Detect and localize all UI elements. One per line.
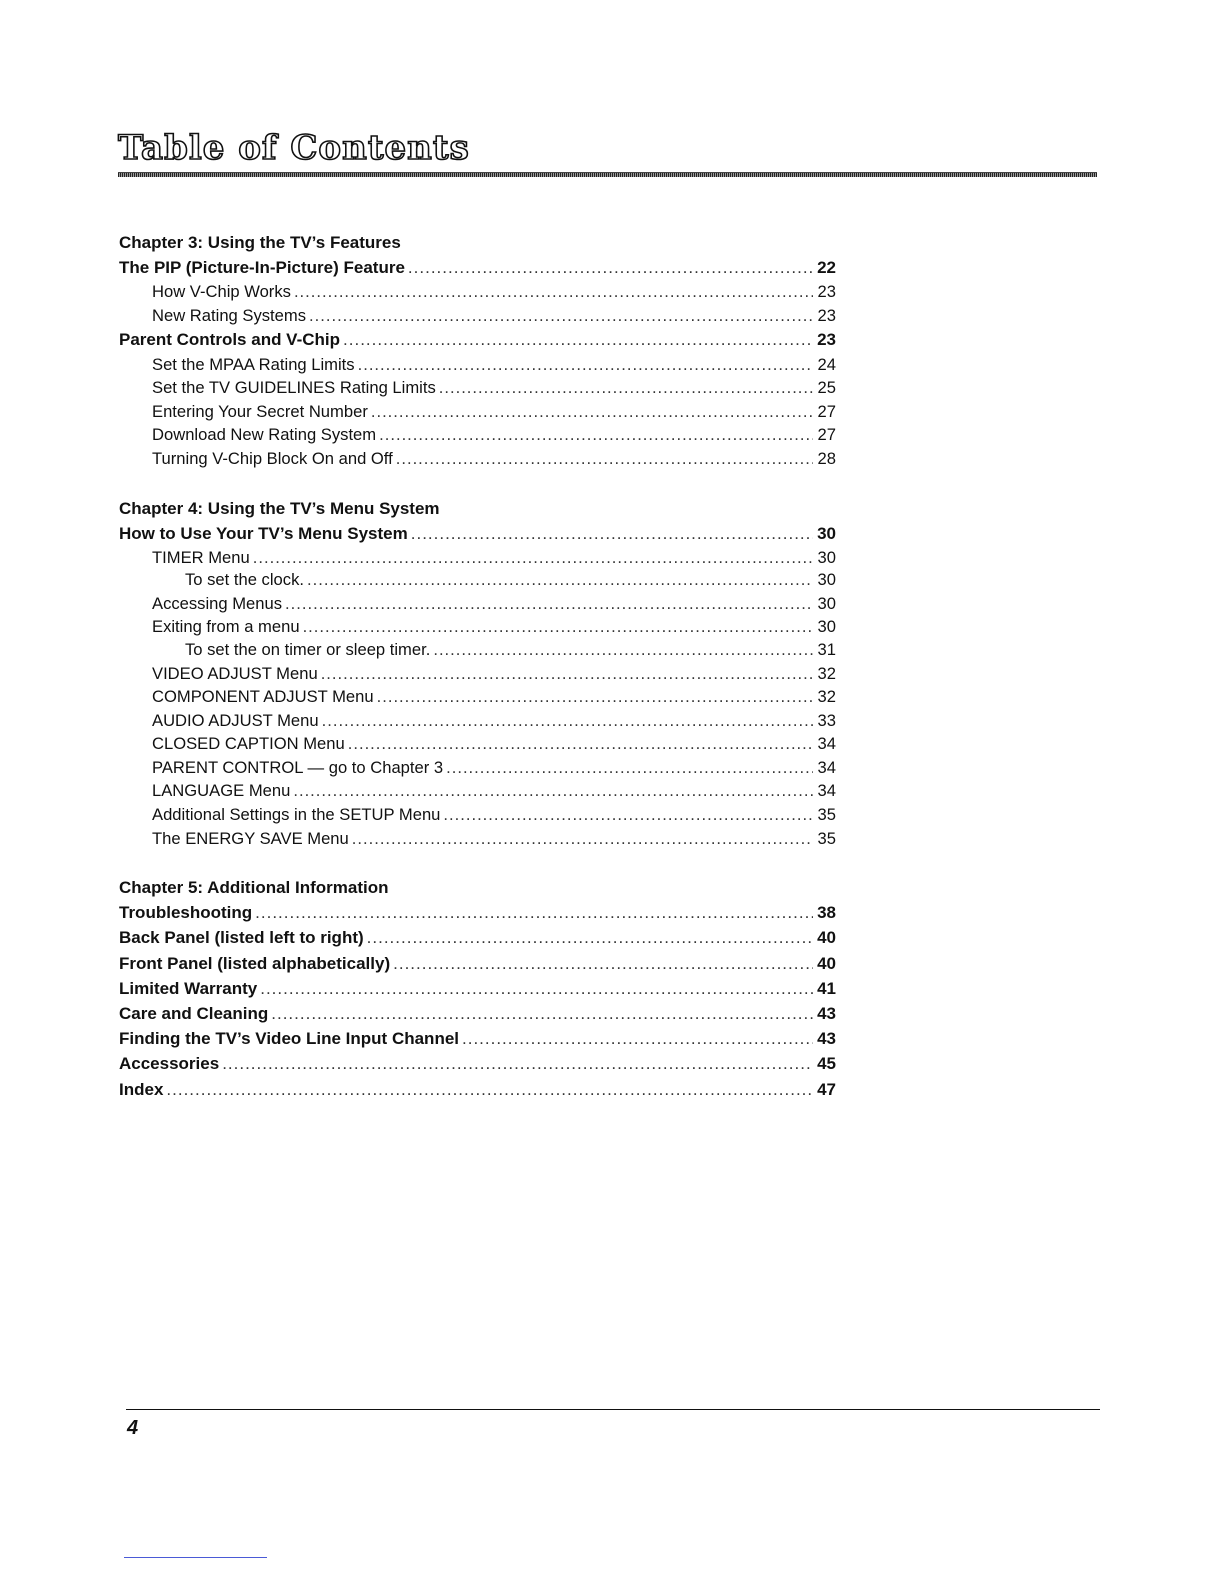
dot-leader — [321, 662, 813, 686]
page-title: Table of Contents — [118, 128, 470, 168]
toc-entry-accessories[interactable] — [119, 1051, 836, 1076]
toc-entry-page: 30 — [817, 523, 836, 543]
toc-entry-label: Back Panel (listed left to right) — [119, 928, 364, 948]
title-underline — [118, 172, 1097, 177]
toc-entry-label: PARENT CONTROL — go to Chapter 3 — [152, 757, 444, 777]
toc-entry-care-cleaning[interactable] — [119, 1001, 836, 1026]
toc-entry-timer-menu[interactable] — [119, 546, 836, 570]
toc-entry-set-timer[interactable] — [119, 639, 836, 662]
toc-entry-label: Additional Settings in the SETUP Menu — [152, 805, 441, 825]
toc-entry-front-panel[interactable] — [119, 951, 836, 976]
chapter-3-heading: Chapter 3: Using the TV’s Features — [119, 233, 401, 252]
toc-entry-language-menu[interactable] — [119, 779, 836, 803]
toc-entry-page: 31 — [817, 640, 836, 659]
toc-entry-label: LANGUAGE Menu — [152, 781, 291, 801]
toc-entry-label: Care and Cleaning — [119, 1004, 269, 1023]
dot-leader — [260, 976, 813, 1001]
dot-leader — [367, 925, 813, 950]
toc-entry-label: Turning V-Chip Block On and Off — [152, 448, 393, 468]
toc-entry-label: Download New Rating System — [152, 425, 377, 445]
toc-entry-parent-control[interactable] — [119, 756, 836, 780]
toc-entry-label: Entering Your Secret Number — [152, 401, 368, 421]
toc-entry-label: AUDIO ADJUST Menu — [152, 710, 319, 730]
dot-leader — [307, 569, 813, 592]
toc-entry-page: 33 — [817, 710, 836, 730]
toc-entry-page: 30 — [817, 593, 836, 613]
toc-entry-page: 35 — [817, 828, 836, 848]
dot-leader — [222, 1051, 813, 1076]
table-of-contents — [119, 230, 836, 1102]
toc-entry-page: 47 — [817, 1079, 836, 1099]
toc-entry-troubleshooting[interactable] — [119, 900, 836, 925]
toc-entry-label: Set the MPAA Rating Limits — [152, 354, 355, 374]
toc-entry-pip-feature[interactable] — [119, 255, 836, 280]
toc-entry-page: 22 — [817, 258, 836, 277]
dot-leader — [408, 255, 813, 280]
toc-entry-page: 34 — [817, 781, 836, 801]
dot-leader — [358, 353, 813, 377]
toc-entry-page: 30 — [817, 547, 836, 567]
toc-entry-page: 28 — [817, 448, 836, 468]
dot-leader — [294, 280, 813, 304]
toc-entry-label: COMPONENT ADJUST Menu — [152, 687, 374, 707]
toc-entry-label: VIDEO ADJUST Menu — [152, 663, 318, 683]
toc-entry-index[interactable] — [119, 1077, 836, 1102]
toc-entry-page: 32 — [817, 687, 836, 707]
toc-entry-page: 35 — [817, 805, 836, 825]
dot-leader — [411, 521, 813, 546]
toc-entry-audio-adjust[interactable] — [119, 709, 836, 733]
dot-leader — [446, 756, 813, 780]
toc-entry-page: 40 — [817, 953, 836, 973]
dot-leader — [371, 400, 813, 424]
dot-leader — [352, 827, 813, 851]
toc-entry-page: 23 — [817, 282, 836, 302]
toc-entry-download-rating[interactable] — [119, 423, 836, 447]
toc-entry-label: Exiting from a menu — [152, 617, 300, 637]
toc-entry-page: 30 — [817, 617, 836, 637]
toc-entry-label: Parent Controls and V-Chip — [119, 330, 341, 350]
toc-entry-label: Accessories — [119, 1054, 220, 1074]
dot-leader — [166, 1077, 813, 1102]
dot-leader — [433, 639, 813, 662]
dot-leader — [396, 447, 813, 471]
toc-entry-new-rating-systems[interactable] — [119, 304, 836, 328]
toc-entry-label: Limited Warranty — [119, 978, 258, 998]
section-spacer — [119, 471, 836, 496]
toc-entry-label: CLOSED CAPTION Menu — [152, 734, 345, 754]
page-number: 4 — [127, 1417, 139, 1439]
toc-entry-page: 24 — [817, 354, 836, 374]
toc-entry-page: 23 — [817, 305, 836, 325]
dot-leader — [377, 685, 813, 709]
dot-leader — [379, 423, 813, 447]
toc-entry-video-line-input[interactable] — [119, 1026, 836, 1051]
dot-leader — [348, 732, 813, 756]
toc-entry-label: Accessing Menus — [152, 593, 283, 613]
toc-entry-page: 40 — [817, 928, 836, 948]
toc-entry-set-clock[interactable] — [119, 569, 836, 592]
toc-entry-page: 41 — [817, 978, 836, 998]
toc-entry-label: How to Use Your TV’s Menu System — [119, 523, 408, 543]
toc-entry-page: 43 — [817, 1029, 836, 1049]
toc-entry-energy-save[interactable] — [119, 827, 836, 851]
toc-entry-label: New Rating Systems — [152, 305, 307, 325]
toc-entry-page: 32 — [817, 663, 836, 683]
dot-leader — [285, 592, 813, 616]
dot-leader — [322, 709, 813, 733]
toc-entry-page: 43 — [817, 1004, 836, 1023]
toc-entry-vchip-block[interactable] — [119, 447, 836, 471]
toc-entry-tv-guidelines-limits[interactable] — [119, 376, 836, 400]
toc-entry-label: The ENERGY SAVE Menu — [152, 828, 349, 848]
toc-entry-page: 23 — [817, 330, 836, 350]
dot-leader — [443, 803, 813, 827]
chapter-4-heading: Chapter 4: Using the TV’s Menu System — [119, 498, 440, 518]
toc-entry-page: 38 — [817, 903, 836, 923]
toc-entry-page: 34 — [817, 734, 836, 754]
dot-leader — [309, 304, 813, 328]
toc-entry-label: To set the clock. — [185, 570, 304, 590]
dot-leader — [271, 1001, 813, 1026]
toc-entry-page: 27 — [817, 401, 836, 421]
toc-entry-closed-caption[interactable] — [119, 732, 836, 756]
toc-entry-page: 25 — [817, 378, 836, 398]
toc-entry-label: Front Panel (listed alphabetically) — [119, 953, 391, 973]
footer-rule — [126, 1409, 1100, 1410]
dot-leader — [343, 327, 813, 352]
toc-entry-menu-system[interactable] — [119, 521, 836, 546]
toc-entry-page: 34 — [817, 757, 836, 777]
chapter-5-heading: Chapter 5: Additional Information — [119, 878, 389, 898]
toc-entry-mpaa-limits[interactable] — [119, 353, 836, 377]
toc-entry-exiting-menu[interactable] — [119, 615, 836, 639]
toc-entry-label: Finding the TV’s Video Line Input Channel — [119, 1029, 459, 1049]
section-spacer — [119, 850, 836, 875]
dot-leader — [393, 951, 813, 976]
toc-entry-label: How V-Chip Works — [152, 282, 291, 302]
toc-entry-page: 27 — [817, 425, 836, 445]
toc-entry-secret-number[interactable] — [119, 400, 836, 424]
toc-entry-label: Index — [119, 1079, 164, 1099]
toc-entry-label: To set the on timer or sleep timer. — [185, 640, 431, 659]
dot-leader — [462, 1026, 813, 1051]
toc-entry-setup-menu[interactable] — [119, 803, 836, 827]
dot-leader — [293, 779, 813, 803]
toc-entry-label: The PIP (Picture-In-Picture) Feature — [119, 258, 405, 277]
toc-entry-page: 45 — [817, 1054, 836, 1074]
toc-entry-page: 30 — [817, 570, 836, 590]
toc-entry-accessing-menus[interactable] — [119, 592, 836, 616]
toc-entry-limited-warranty[interactable] — [119, 976, 836, 1001]
toc-entry-back-panel[interactable] — [119, 925, 836, 950]
toc-entry-label: TIMER Menu — [152, 547, 250, 567]
toc-entry-label: Set the TV GUIDELINES Rating Limits — [152, 378, 436, 398]
toc-entry-label: Troubleshooting — [119, 903, 253, 923]
toc-entry-how-vchip-works[interactable] — [119, 280, 836, 304]
dot-leader — [439, 376, 813, 400]
toc-entry-parent-controls[interactable] — [119, 327, 836, 352]
toc-entry-video-adjust[interactable] — [119, 662, 836, 686]
dot-leader — [255, 900, 813, 925]
stray-line — [124, 1557, 267, 1558]
dot-leader — [253, 546, 813, 570]
dot-leader — [303, 615, 813, 639]
toc-entry-component-adjust[interactable] — [119, 685, 836, 709]
